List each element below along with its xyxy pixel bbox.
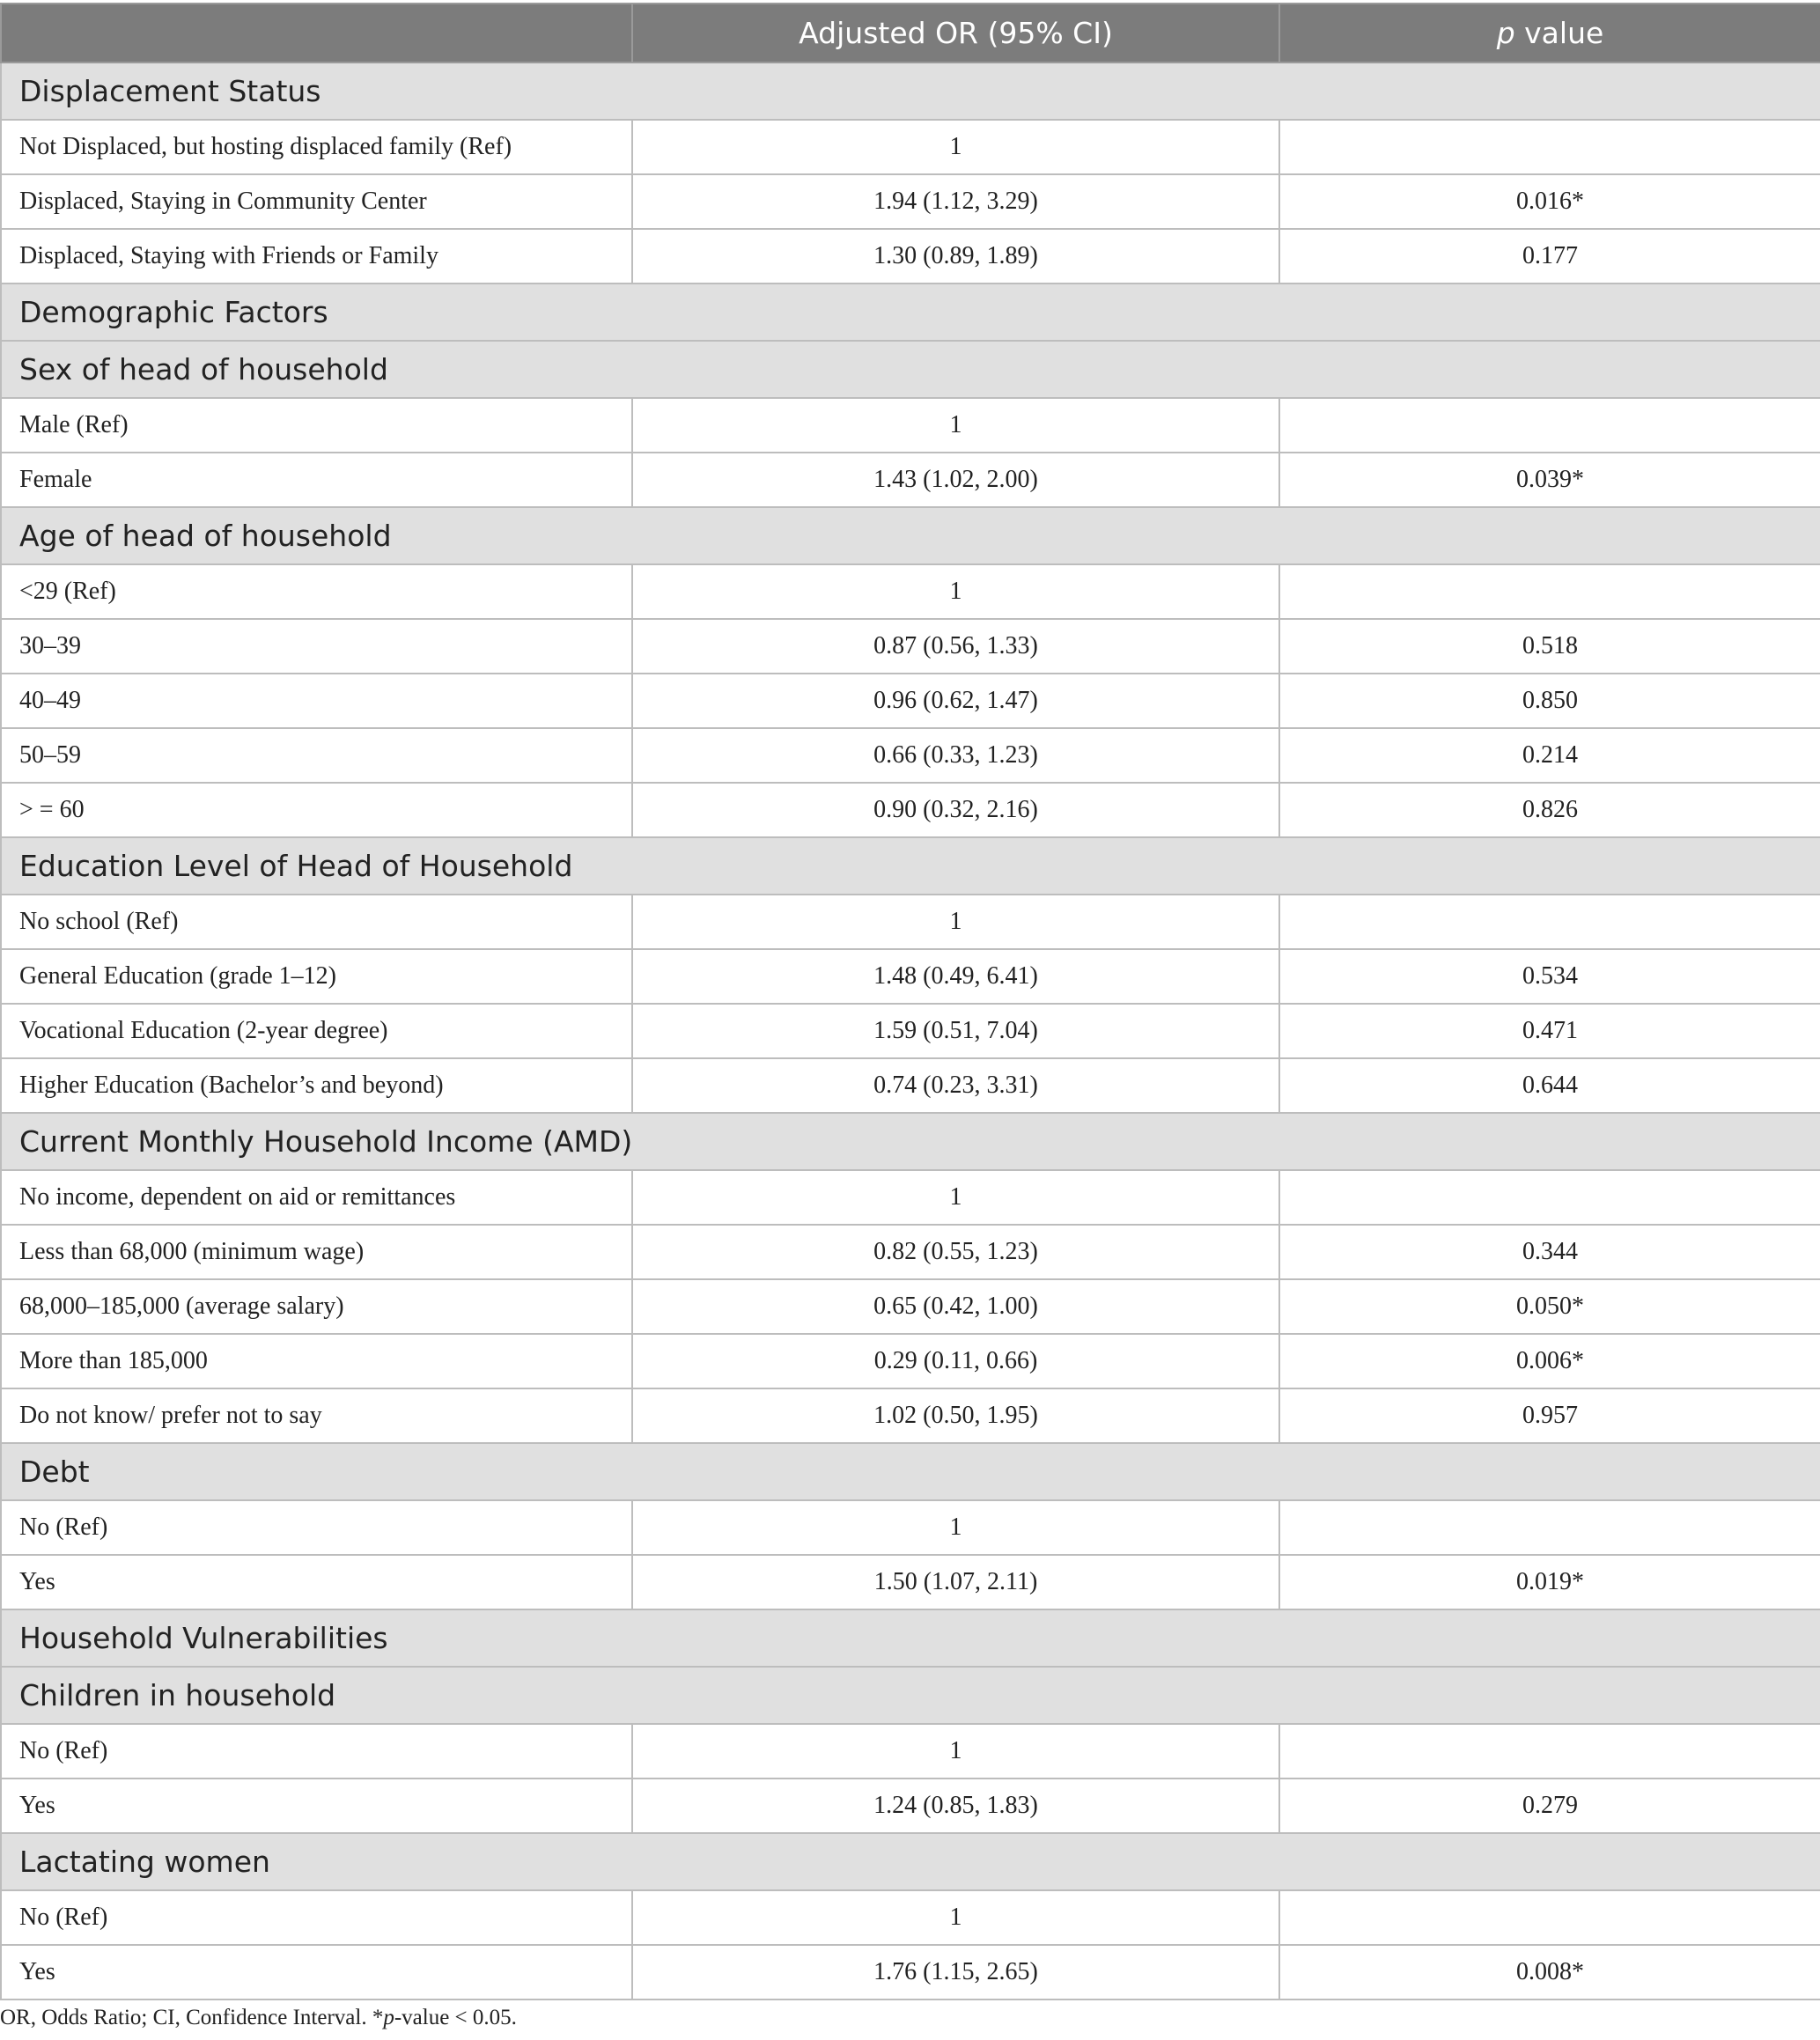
adjusted-or-value: 1	[632, 564, 1279, 619]
adjusted-or-value: 1	[632, 398, 1279, 453]
table-row	[1, 1890, 1820, 1945]
adjusted-or-value: 1.59 (0.51, 7.04)	[632, 1004, 1279, 1058]
table-row	[1, 1500, 1820, 1555]
adjusted-or-value: 1.94 (1.12, 3.29)	[632, 174, 1279, 229]
row-label: Displaced, Staying with Friends or Family	[1, 229, 632, 284]
row-label: No school (Ref)	[1, 895, 632, 949]
p-value	[1279, 1170, 1820, 1225]
header-p-value	[1279, 4, 1820, 63]
table-row	[1, 120, 1820, 174]
header-adjusted-or: Adjusted OR (95% CI)	[632, 4, 1279, 63]
footnote-p-italic: p	[383, 2006, 394, 2029]
p-value: 0.006*	[1279, 1334, 1820, 1388]
row-label: General Education (grade 1–12)	[1, 949, 632, 1004]
row-label: 50–59	[1, 728, 632, 783]
row-label: Yes	[1, 1555, 632, 1609]
adjusted-or-value: 0.65 (0.42, 1.00)	[632, 1279, 1279, 1334]
table-row	[1, 895, 1820, 949]
table-footnote	[0, 2006, 517, 2030]
p-value: 0.016*	[1279, 174, 1820, 229]
adjusted-or-value: 1.24 (0.85, 1.83)	[632, 1779, 1279, 1833]
section-label: Debt	[1, 1443, 1820, 1500]
adjusted-or-value: 0.74 (0.23, 3.31)	[632, 1058, 1279, 1113]
p-value: 0.957	[1279, 1388, 1820, 1443]
row-label: <29 (Ref)	[1, 564, 632, 619]
adjusted-or-value: 1.30 (0.89, 1.89)	[632, 229, 1279, 284]
row-label: 30–39	[1, 619, 632, 674]
p-value: 0.019*	[1279, 1555, 1820, 1609]
section-header-row	[1, 1113, 1820, 1170]
table-row	[1, 728, 1820, 783]
table-row	[1, 1945, 1820, 1999]
adjusted-or-value: 1.43 (1.02, 2.00)	[632, 453, 1279, 507]
row-label: Yes	[1, 1945, 632, 1999]
p-value: 0.344	[1279, 1225, 1820, 1279]
row-label: Vocational Education (2-year degree)	[1, 1004, 632, 1058]
row-label: No (Ref)	[1, 1890, 632, 1945]
p-value	[1279, 1890, 1820, 1945]
row-label: Less than 68,000 (minimum wage)	[1, 1225, 632, 1279]
table-container	[0, 3, 1820, 2000]
row-label: Male (Ref)	[1, 398, 632, 453]
row-label: Displaced, Staying in Community Center	[1, 174, 632, 229]
section-header-row	[1, 284, 1820, 341]
header-variable	[1, 4, 632, 63]
section-header-row	[1, 507, 1820, 564]
p-value: 0.518	[1279, 619, 1820, 674]
table-row	[1, 174, 1820, 229]
table-header	[1, 4, 1820, 63]
table-row	[1, 1724, 1820, 1779]
adjusted-or-value: 1	[632, 120, 1279, 174]
table-row	[1, 1058, 1820, 1113]
section-label: Lactating women	[1, 1833, 1820, 1890]
table-row	[1, 1279, 1820, 1334]
table-row	[1, 1779, 1820, 1833]
row-label: Do not know/ prefer not to say	[1, 1388, 632, 1443]
section-header-row	[1, 1609, 1820, 1667]
table-row	[1, 1388, 1820, 1443]
row-label: Not Displaced, but hosting displaced family (Ref)	[1, 120, 632, 174]
row-label: > = 60	[1, 783, 632, 837]
table-row	[1, 1170, 1820, 1225]
section-label: Sex of head of household	[1, 341, 1820, 398]
adjusted-or-value: 1.48 (0.49, 6.41)	[632, 949, 1279, 1004]
adjusted-or-value: 0.96 (0.62, 1.47)	[632, 674, 1279, 728]
table-row	[1, 783, 1820, 837]
header-row	[1, 4, 1820, 63]
adjusted-or-value: 1	[632, 1500, 1279, 1555]
section-header-row	[1, 63, 1820, 120]
table-row	[1, 1225, 1820, 1279]
adjusted-or-value: 1	[632, 1724, 1279, 1779]
table-row	[1, 1334, 1820, 1388]
row-label: Higher Education (Bachelor’s and beyond)	[1, 1058, 632, 1113]
row-label: More than 185,000	[1, 1334, 632, 1388]
p-value	[1279, 1724, 1820, 1779]
row-label: Female	[1, 453, 632, 507]
adjusted-or-value: 1	[632, 895, 1279, 949]
p-value: 0.826	[1279, 783, 1820, 837]
odds-ratio-table	[0, 3, 1820, 2000]
p-value: 0.039*	[1279, 453, 1820, 507]
adjusted-or-value: 0.29 (0.11, 0.66)	[632, 1334, 1279, 1388]
section-label: Age of head of household	[1, 507, 1820, 564]
p-value	[1279, 1500, 1820, 1555]
adjusted-or-value: 1.50 (1.07, 2.11)	[632, 1555, 1279, 1609]
p-value: 0.008*	[1279, 1945, 1820, 1999]
p-value	[1279, 564, 1820, 619]
row-label: No (Ref)	[1, 1724, 632, 1779]
row-label: 40–49	[1, 674, 632, 728]
table-row	[1, 949, 1820, 1004]
p-value	[1279, 120, 1820, 174]
table-row	[1, 674, 1820, 728]
p-value: 0.214	[1279, 728, 1820, 783]
footnote-suffix: -value < 0.05.	[394, 2006, 517, 2029]
row-label: No income, dependent on aid or remittances	[1, 1170, 632, 1225]
p-value: 0.644	[1279, 1058, 1820, 1113]
table-row	[1, 229, 1820, 284]
section-header-row	[1, 341, 1820, 398]
table-row	[1, 619, 1820, 674]
section-header-row	[1, 837, 1820, 895]
p-value: 0.534	[1279, 949, 1820, 1004]
section-label: Displacement Status	[1, 63, 1820, 120]
table-row	[1, 564, 1820, 619]
table-row	[1, 1555, 1820, 1609]
row-label: 68,000–185,000 (average salary)	[1, 1279, 632, 1334]
table-body	[1, 63, 1820, 1999]
section-label: Demographic Factors	[1, 284, 1820, 341]
p-value: 0.279	[1279, 1779, 1820, 1833]
adjusted-or-value: 0.66 (0.33, 1.23)	[632, 728, 1279, 783]
footnote-prefix: OR, Odds Ratio; CI, Confidence Interval. *	[0, 2006, 384, 2029]
table-row	[1, 1004, 1820, 1058]
section-header-row	[1, 1833, 1820, 1890]
table-row	[1, 453, 1820, 507]
section-header-row	[1, 1443, 1820, 1500]
adjusted-or-value: 0.87 (0.56, 1.33)	[632, 619, 1279, 674]
adjusted-or-value: 0.82 (0.55, 1.23)	[632, 1225, 1279, 1279]
p-value	[1279, 398, 1820, 453]
table-row	[1, 398, 1820, 453]
p-value: 0.471	[1279, 1004, 1820, 1058]
row-label: No (Ref)	[1, 1500, 632, 1555]
header-p-italic: p	[1496, 16, 1515, 50]
section-label: Household Vulnerabilities	[1, 1609, 1820, 1667]
adjusted-or-value: 1.76 (1.15, 2.65)	[632, 1945, 1279, 1999]
section-label: Education Level of Head of Household	[1, 837, 1820, 895]
adjusted-or-value: 0.90 (0.32, 2.16)	[632, 783, 1279, 837]
section-header-row	[1, 1667, 1820, 1724]
section-label: Current Monthly Household Income (AMD)	[1, 1113, 1820, 1170]
row-label: Yes	[1, 1779, 632, 1833]
section-label: Children in household	[1, 1667, 1820, 1724]
adjusted-or-value: 1	[632, 1890, 1279, 1945]
p-value: 0.050*	[1279, 1279, 1820, 1334]
adjusted-or-value: 1	[632, 1170, 1279, 1225]
adjusted-or-value: 1.02 (0.50, 1.95)	[632, 1388, 1279, 1443]
p-value	[1279, 895, 1820, 949]
header-p-rest: value	[1514, 16, 1604, 50]
p-value: 0.177	[1279, 229, 1820, 284]
p-value: 0.850	[1279, 674, 1820, 728]
